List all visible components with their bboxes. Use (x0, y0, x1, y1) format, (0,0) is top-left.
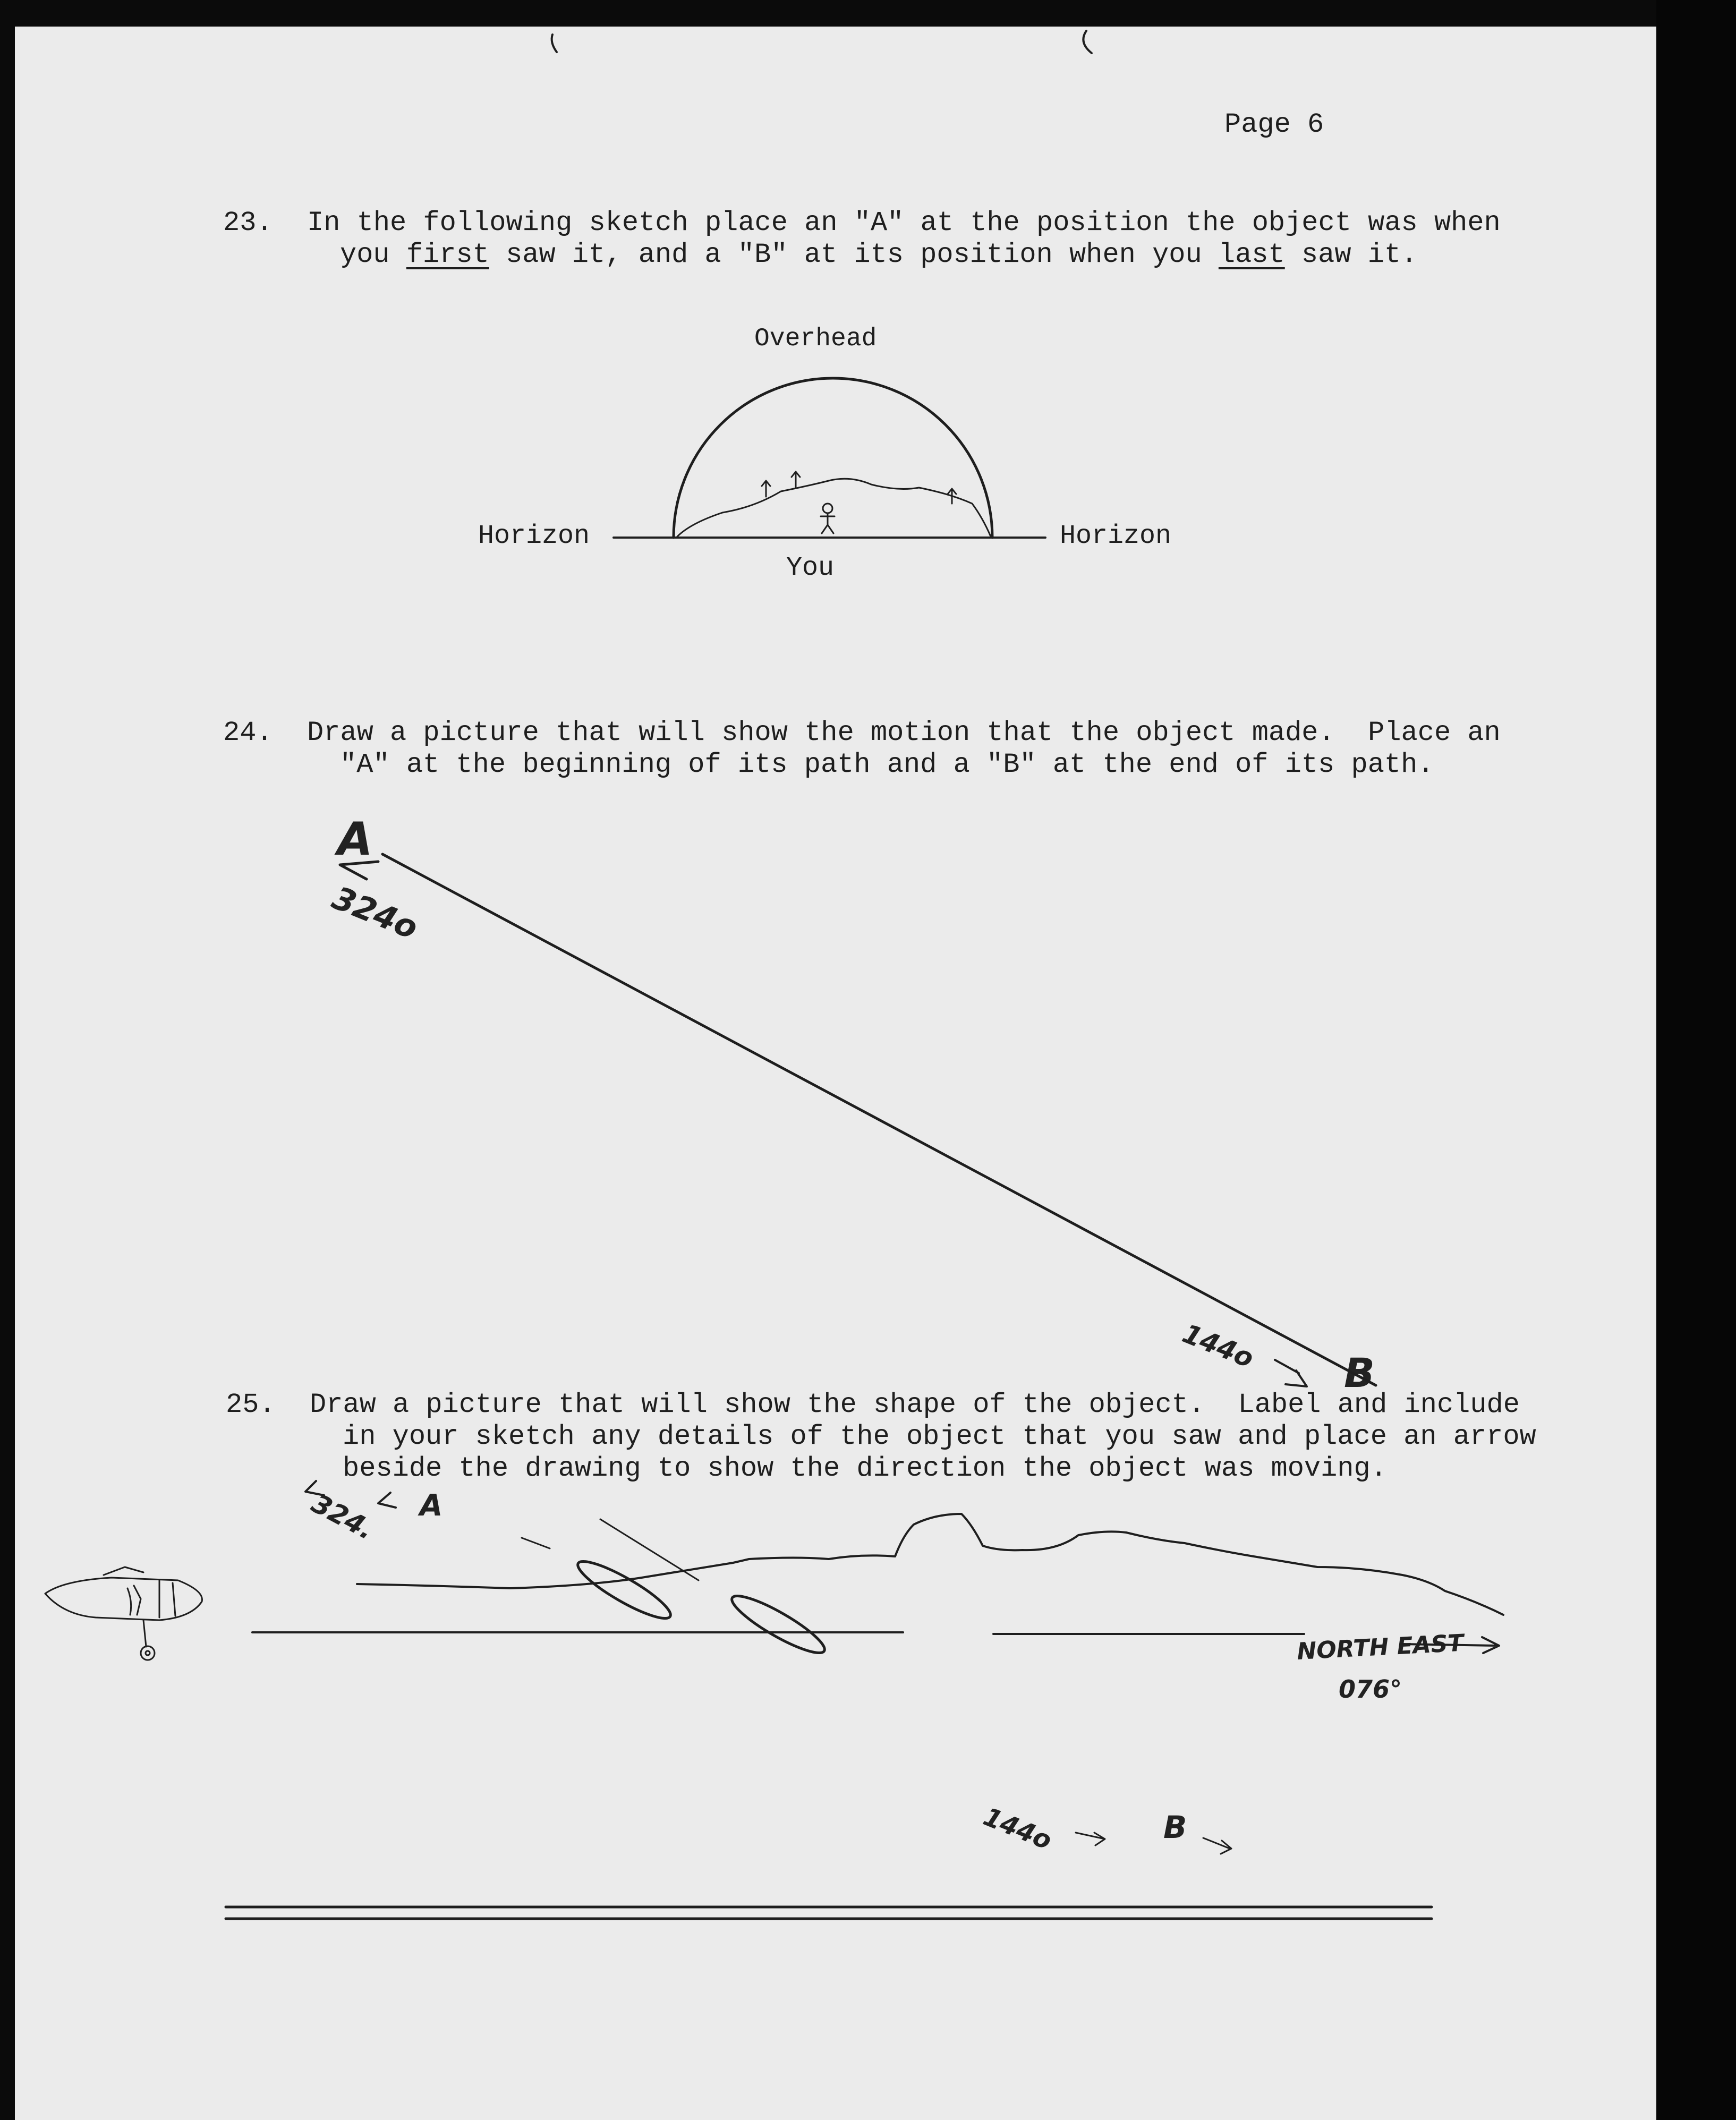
object-shape-sketch (252, 1481, 1503, 1854)
motion-path-sketch (340, 854, 1376, 1386)
tree-icon (792, 472, 800, 488)
arrow-start-icon (378, 1493, 396, 1508)
you-label: You (786, 553, 835, 583)
motion-path-line (382, 854, 1376, 1385)
hill-outline (677, 479, 991, 537)
arrow-end-icon (1203, 1838, 1231, 1854)
airplane-icon (45, 1567, 202, 1660)
sky-dome-diagram (614, 378, 1045, 538)
horizon-right-label: Horizon (1060, 521, 1172, 551)
trail-line (522, 1538, 550, 1548)
tree-icon (762, 481, 770, 497)
scan-mark (1083, 31, 1092, 53)
path-start-bearing: 324o (327, 879, 423, 947)
arrow-northeast-icon (1402, 1637, 1499, 1653)
path-end-letter: B (1344, 1349, 1375, 1397)
page-number: Page 6 (1224, 109, 1324, 140)
scan-mark (552, 35, 557, 52)
arrow-end-icon (1076, 1833, 1105, 1845)
mountain-outline (357, 1514, 1503, 1615)
object-shape-1 (572, 1553, 676, 1627)
shape-end-letter: B (1163, 1809, 1187, 1845)
arrow-start-icon (340, 862, 378, 879)
q23-line1: In the following sketch place an "A" at the position the object was when (307, 207, 1501, 239)
shape-end-bearing: 144o (979, 1801, 1056, 1856)
q25-number: 25. (226, 1389, 276, 1420)
q23-line2: you first saw it, and a "B" at its position when you last saw it. (340, 239, 1418, 270)
person-icon (821, 504, 835, 533)
shape-start-letter: A (420, 1488, 443, 1523)
object-shape-2 (726, 1588, 830, 1661)
q24-line1: Draw a picture that will show the motion that the object made. Place an (307, 717, 1501, 748)
q24-line2: "A" at the beginning of its path and a "B" at the end of its path. (340, 749, 1434, 780)
q24-number: 24. (223, 717, 273, 748)
overhead-label: Overhead (754, 325, 877, 353)
arrow-start-icon (305, 1481, 324, 1495)
arrow-end-icon (1275, 1360, 1307, 1386)
q23-number: 23. (223, 207, 273, 239)
q25-line3: beside the drawing to show the direction the object was moving. (343, 1453, 1387, 1484)
direction-bearing: 076° (1339, 1675, 1402, 1704)
q25-line2: in your sketch any details of the object that you saw and place an arrow (343, 1421, 1536, 1452)
path-start-letter: A (337, 813, 373, 866)
horizon-left-label: Horizon (478, 521, 590, 551)
q25-line1: Draw a picture that will show the shape of the object. Label and include (310, 1389, 1520, 1420)
shape-start-bearing: 324. (307, 1487, 379, 1546)
path-end-bearing: 144o (1178, 1317, 1258, 1374)
direction-label: NORTH EAST (1296, 1629, 1465, 1665)
